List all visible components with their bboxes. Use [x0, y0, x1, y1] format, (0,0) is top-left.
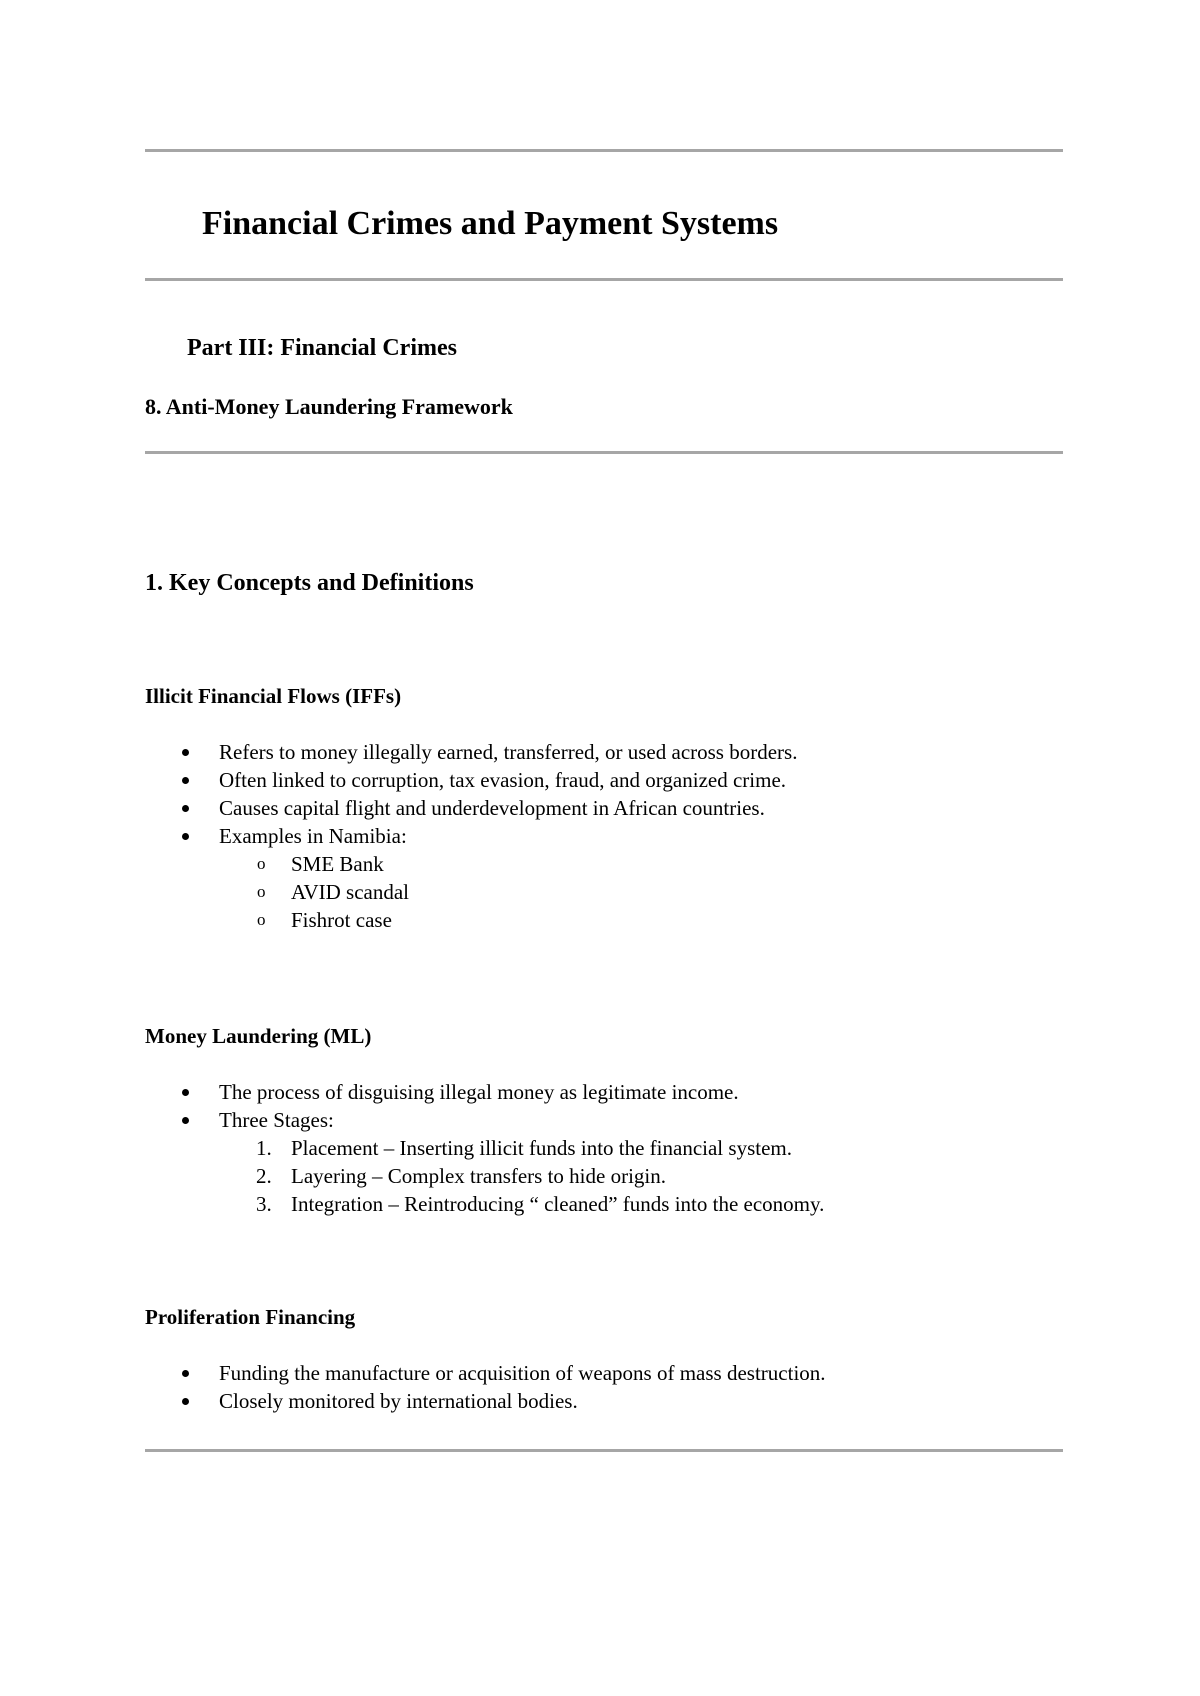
- list-item: [219, 1190, 824, 1218]
- money-laundering-heading: Money Laundering (ML): [145, 1024, 372, 1048]
- iffs-examples-list: [219, 850, 409, 934]
- bullet-icon: [182, 833, 189, 840]
- document-title: Financial Crimes and Payment Systems: [202, 205, 779, 242]
- divider-below-chapter: [145, 451, 1063, 454]
- list-item: [219, 850, 409, 878]
- list-item: [219, 906, 409, 934]
- circle-bullet-icon: o: [257, 882, 266, 901]
- list-item-text: Three Stages:: [219, 1108, 334, 1132]
- part-title: Part III: Financial Crimes: [187, 335, 457, 361]
- bullet-icon: [182, 805, 189, 812]
- circle-bullet-icon: o: [257, 910, 266, 929]
- section-heading: 1. Key Concepts and Definitions: [145, 570, 474, 596]
- list-item: [219, 878, 409, 906]
- list-item: [145, 1106, 739, 1134]
- list-item-text: Causes capital flight and underdevelopment in African countries.: [219, 796, 765, 820]
- list-item-text: Fishrot case: [291, 908, 392, 932]
- proliferation-list: [145, 1359, 826, 1415]
- circle-bullet-icon: o: [257, 854, 266, 873]
- stage-number: 1.: [256, 1136, 272, 1160]
- list-item-text: Refers to money illegally earned, transferred, or used across borders.: [219, 740, 798, 764]
- list-item-text: AVID scandal: [291, 880, 410, 904]
- stage-number: 3.: [256, 1192, 272, 1216]
- list-item: [145, 738, 797, 766]
- bullet-icon: [182, 1117, 189, 1124]
- list-item: [145, 822, 797, 850]
- list-item-text: Examples in Namibia:: [219, 824, 407, 848]
- list-item: [145, 1078, 739, 1106]
- list-item: [219, 1162, 824, 1190]
- bullet-icon: [182, 1398, 189, 1405]
- divider-bottom: [145, 1449, 1063, 1452]
- list-item-text: Layering – Complex transfers to hide origin.: [291, 1164, 666, 1188]
- list-item: [145, 794, 797, 822]
- list-item-text: SME Bank: [291, 852, 384, 876]
- divider-top: [145, 149, 1063, 152]
- money-laundering-stages: [219, 1134, 824, 1218]
- stage-number: 2.: [256, 1164, 272, 1188]
- list-item-text: The process of disguising illegal money as legitimate income.: [219, 1080, 739, 1104]
- list-item-text: Closely monitored by international bodies.: [219, 1389, 578, 1413]
- money-laundering-list: [145, 1078, 739, 1134]
- list-item-text: Placement – Inserting illicit funds into the financial system.: [291, 1136, 792, 1160]
- list-item: [145, 1359, 826, 1387]
- bullet-icon: [182, 749, 189, 756]
- list-item: [219, 1134, 824, 1162]
- iffs-list: [145, 738, 797, 850]
- proliferation-heading: Proliferation Financing: [145, 1305, 356, 1329]
- list-item-text: Integration – Reintroducing “ cleaned” funds into the economy.: [291, 1192, 825, 1216]
- divider-below-title: [145, 278, 1063, 281]
- bullet-icon: [182, 1370, 189, 1377]
- list-item: [145, 1387, 826, 1415]
- chapter-title: 8. Anti-Money Laundering Framework: [145, 394, 513, 419]
- list-item-text: Often linked to corruption, tax evasion, fraud, and organized crime.: [219, 768, 787, 792]
- list-item-text: Funding the manufacture or acquisition of weapons of mass destruction.: [219, 1361, 826, 1385]
- bullet-icon: [182, 777, 189, 784]
- list-item: [145, 766, 797, 794]
- iffs-heading: Illicit Financial Flows (IFFs): [145, 684, 402, 708]
- bullet-icon: [182, 1089, 189, 1096]
